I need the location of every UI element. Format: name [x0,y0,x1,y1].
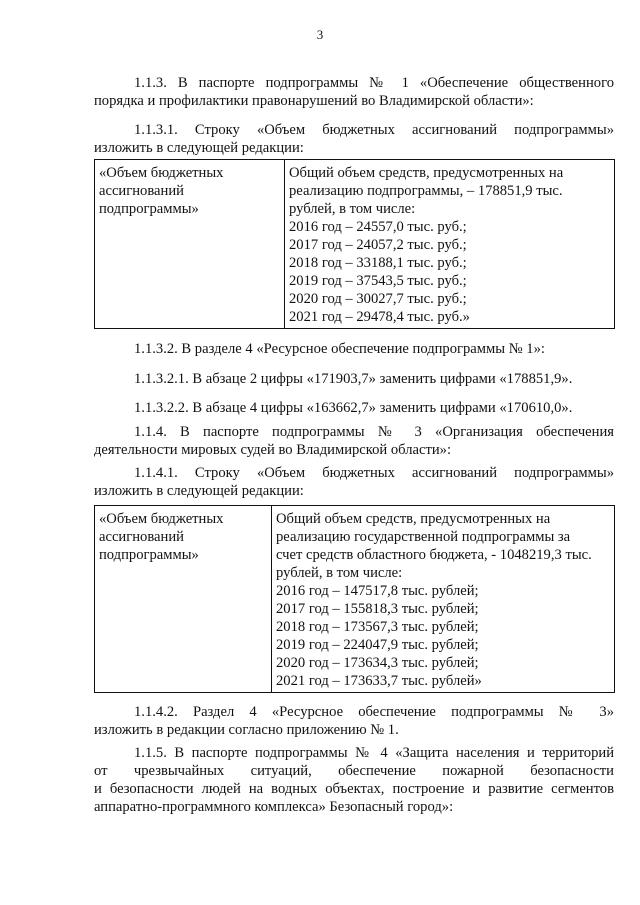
paragraph-line: 1.1.5. В паспорте подпрограммы № 4 «Защита населения и территорий [134,745,614,761]
paragraph-1-1-3-2 [94,340,614,358]
paragraph-line: 1.1.3.2.2. В абзаце 4 цифры «163662,7» заменить цифрами «170610,0». [134,400,573,416]
paragraph-line: 1.1.3.1. Строку «Объем бюджетных ассигнований подпрограммы» [134,122,614,138]
paragraph-line: деятельности мировых судей во Владимирской области»: [94,442,452,458]
budget-table-subprogram-3 [94,505,615,693]
table-label-line: «Объем бюджетных [99,511,224,527]
table-value-line: 2018 год – 173567,3 тыс. рублей; [276,619,479,635]
table-label-line: подпрограммы» [99,547,199,563]
table-value-line: реализацию государственной подпрограммы за [276,529,571,545]
paragraph-1-1-3-2-1 [94,370,614,388]
budget-table-subprogram-1 [94,159,615,329]
paragraph-line: и безопасности людей на водных объектах, построение и развитие сегментов [94,781,614,797]
table-label-line: «Объем бюджетных [99,165,224,181]
table-value-line: 2019 год – 224047,9 тыс. рублей; [276,637,479,653]
paragraph-1-1-4 [94,423,614,459]
table-value-line: 2016 год – 24557,0 тыс. руб.; [289,219,467,235]
table-value-line: 2021 год – 173633,7 тыс. рублей» [276,673,482,689]
table-value-line: 2017 год – 24057,2 тыс. руб.; [289,237,467,253]
paragraph-1-1-3 [94,74,614,110]
paragraph-line: изложить в следующей редакции: [94,140,304,156]
table-value-line: 2017 год – 155818,3 тыс. рублей; [276,601,479,617]
table-value-line: 2020 год – 173634,3 тыс. рублей; [276,655,479,671]
table-value-line: рублей, в том числе: [276,565,403,581]
table-label-line: ассигнований [99,183,184,199]
table-value-line: Общий объем средств, предусмотренных на [276,511,551,527]
table-value-cell [272,506,615,693]
paragraph-line: 1.1.4.1. Строку «Объем бюджетных ассигнований подпрограммы» [134,465,614,481]
table-label-line: подпрограммы» [99,201,199,217]
paragraph-1-1-4-2 [94,703,614,739]
paragraph-1-1-3-2-2 [94,399,614,417]
table-value-line: 2021 год – 29478,4 тыс. руб.» [289,309,470,325]
paragraph-line: от чрезвычайных ситуаций, обеспечение пожарной безопасности [94,763,614,779]
paragraph-line: 1.1.3. В паспорте подпрограммы № 1 «Обеспечение общественного [134,75,614,91]
paragraph-line: 1.1.4. В паспорте подпрограммы № 3 «Организация обеспечения [134,424,614,440]
table-value-line: 2019 год – 37543,5 тыс. руб.; [289,273,467,289]
table-label-cell [95,506,272,693]
table-label-line: ассигнований [99,529,184,545]
table-value-line: 2016 год – 147517,8 тыс. рублей; [276,583,479,599]
table-label-cell [95,160,285,329]
table-value-line: рублей, в том числе: [289,201,416,217]
table-value-line: Общий объем средств, предусмотренных на [289,165,564,181]
table-value-line: 2020 год – 30027,7 тыс. руб.; [289,291,467,307]
page-number: 3 [316,27,324,42]
table-value-line: реализацию подпрограммы, – 178851,9 тыс. [289,183,563,199]
table-value-cell [285,160,615,329]
paragraph-line: изложить в следующей редакции: [94,483,304,499]
table-value-line: 2018 год – 33188,1 тыс. руб.; [289,255,467,271]
paragraph-line: аппаратно-программного комплекса» Безопасный город»: [94,799,454,815]
paragraph-1-1-4-1 [94,464,614,500]
paragraph-line: 1.1.4.2. Раздел 4 «Ресурсное обеспечение подпрограммы № 3» [134,704,614,720]
paragraph-1-1-3-1 [94,121,614,157]
table-value-line: счет средств областного бюджета, - 1048219,3 тыс. [276,547,592,563]
paragraph-line: 1.1.3.2. В разделе 4 «Ресурсное обеспечение подпрограммы № 1»: [134,341,545,357]
paragraph-line: 1.1.3.2.1. В абзаце 2 цифры «171903,7» заменить цифрами «178851,9». [134,371,573,387]
paragraph-1-1-5 [94,744,614,816]
paragraph-line: изложить в редакции согласно приложению № 1. [94,722,399,738]
paragraph-line: порядка и профилактики правонарушений во Владимирской области»: [94,93,534,109]
